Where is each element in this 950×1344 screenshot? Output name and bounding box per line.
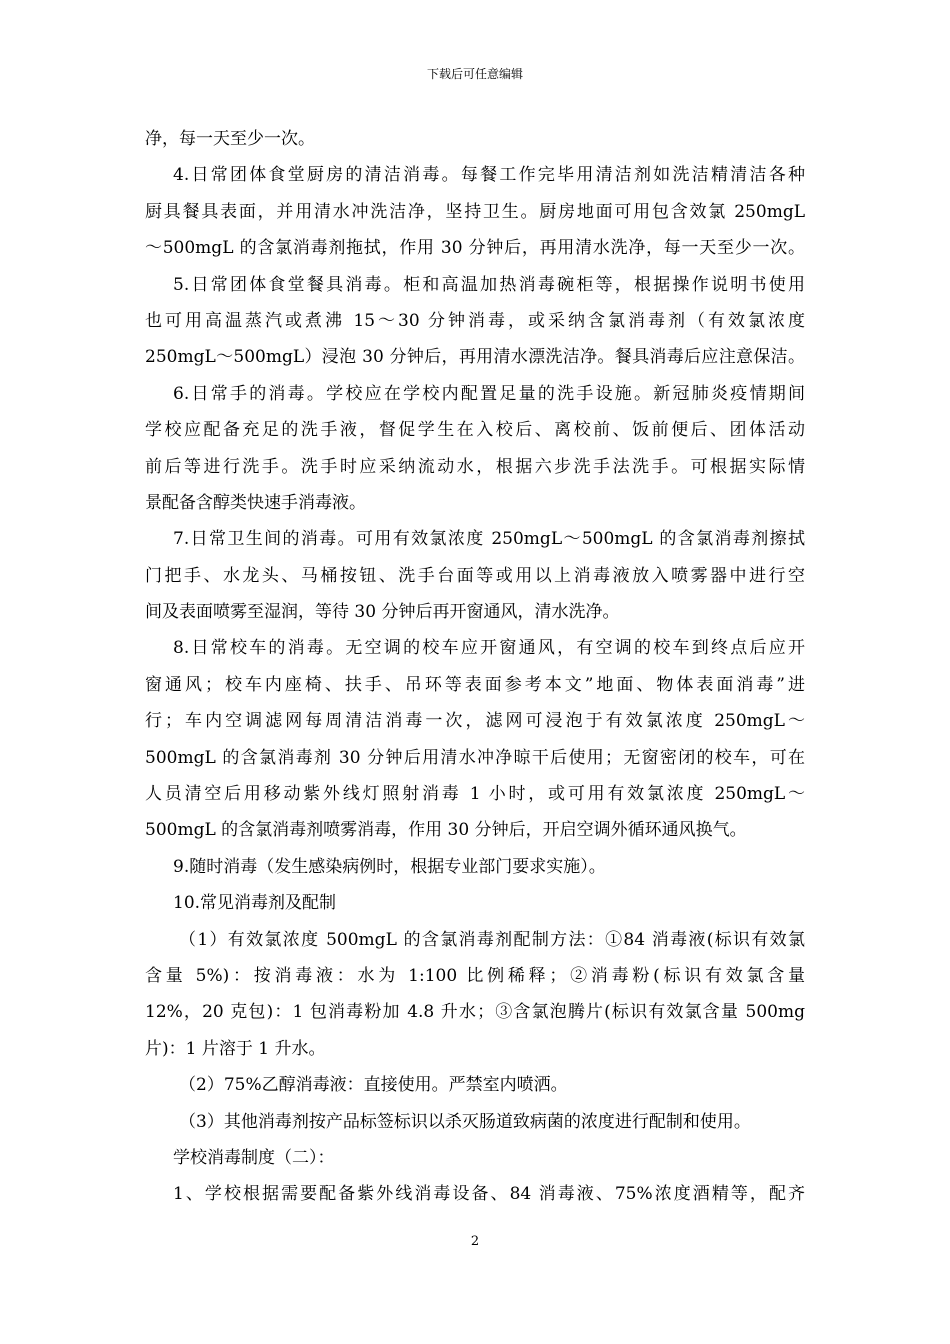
text-line: 学校应配备充足的洗手液，督促学生在入校后、离校前、饭前便后、团体活动 [145,420,805,441]
text-line: 1、学校根据需要配备紫外线消毒设备、84 消毒液、75%浓度酒精等，配齐 [173,1184,805,1205]
text-line: 门把手、水龙头、马桶按钮、洗手台面等或用以上消毒液放入喷雾器中进行空 [145,565,805,586]
text-line: 片)：1 片溶于 1 升水。 [145,1038,326,1059]
text-line: 8.日常校车的消毒。无空调的校车应开窗通风，有空调的校车到终点后应开 [173,638,805,659]
document-body [145,121,805,1213]
text-line: 4.日常团体食堂厨房的清洁消毒。每餐工作完毕用清洁剂如洗洁精清洁各种 [173,165,805,186]
text-line: （3）其他消毒剂按产品标签标识以杀灭肠道致病菌的浓度进行配制和使用。 [179,1111,751,1132]
text-line: 间及表面喷雾至湿润，等待 30 分钟后再开窗通风，清水洗净。 [145,602,620,623]
text-line: 500mgL 的含氯消毒剂喷雾消毒，作用 30 分钟后，开启空调外循环通风换气。 [145,820,747,841]
text-line: 也可用高温蒸汽或煮沸 15～30 分钟消毒，或采纳含氯消毒剂（有效氯浓度 [145,310,805,331]
text-line: 7.日常卫生间的消毒。可用有效氯浓度 250mgL～500mgL 的含氯消毒剂擦拭 [173,529,805,550]
text-line: 行；车内空调滤网每周清洁消毒一次，滤网可浸泡于有效氯浓度 250mgL～ [145,711,805,732]
text-line: 人员清空后用移动紫外线灯照射消毒 1 小时，或可用有效氯浓度 250mgL～ [145,784,805,805]
text-line: 12%，20 克包)：1 包消毒粉加 4.8 升水；③含氯泡腾片(标识有效氯含量 500mg [145,1002,805,1023]
page-header: 下载后可任意编辑 [426,67,523,81]
text-line: 净，每一天至少一次。 [145,129,315,149]
text-line: 5.日常团体食堂餐具消毒。柜和高温加热消毒碗柜等，根据操作说明书使用 [173,274,805,295]
text-line: 9.随时消毒（发生感染病例时，根据专业部门要求实施）。 [173,856,606,877]
text-line: 250mgL～500mgL）浸泡 30 分钟后，再用清水漂洗洁净。餐具消毒后应注意保洁。 [145,347,805,368]
text-line: 前后等进行洗手。洗手时应采纳流动水，根据六步洗手法洗手。可根据实际情 [145,456,805,477]
text-line: 景配备含醇类快速手消毒液。 [145,492,366,513]
text-line: 10.常见消毒剂及配制 [173,893,337,914]
text-line: 窗通风；校车内座椅、扶手、吊环等表面参考本文”地面、物体表面消毒”进 [145,674,805,695]
text-line: （1）有效氯浓度 500mgL 的含氯消毒剂配制方法：①84 消毒液(标识有效氯 [179,929,805,950]
text-line: 厨具餐具表面，并用清水冲洗洁净，坚持卫生。厨房地面可用包含效氯 250mgL [145,201,805,222]
text-line: 6.日常手的消毒。学校应在学校内配置足量的洗手设施。新冠肺炎疫情期间 [173,383,805,404]
text-line: 500mgL 的含氯消毒剂 30 分钟后用清水冲净晾干后使用；无窗密闭的校车，可在 [145,747,805,768]
text-line: （2）75%乙醇消毒液：直接使用。严禁室内喷洒。 [179,1075,568,1096]
text-line: 学校消毒制度（二）： [173,1147,335,1168]
text-line: 含量 5%)：按消毒液：水为 1:100 比例稀释；②消毒粉(标识有效氯含量 [145,965,805,986]
page-number: 2 [470,1234,480,1249]
text-line: ～500mgL 的含氯消毒剂拖拭，作用 30 分钟后，再用清水洗净，每一天至少一次。 [145,238,805,259]
